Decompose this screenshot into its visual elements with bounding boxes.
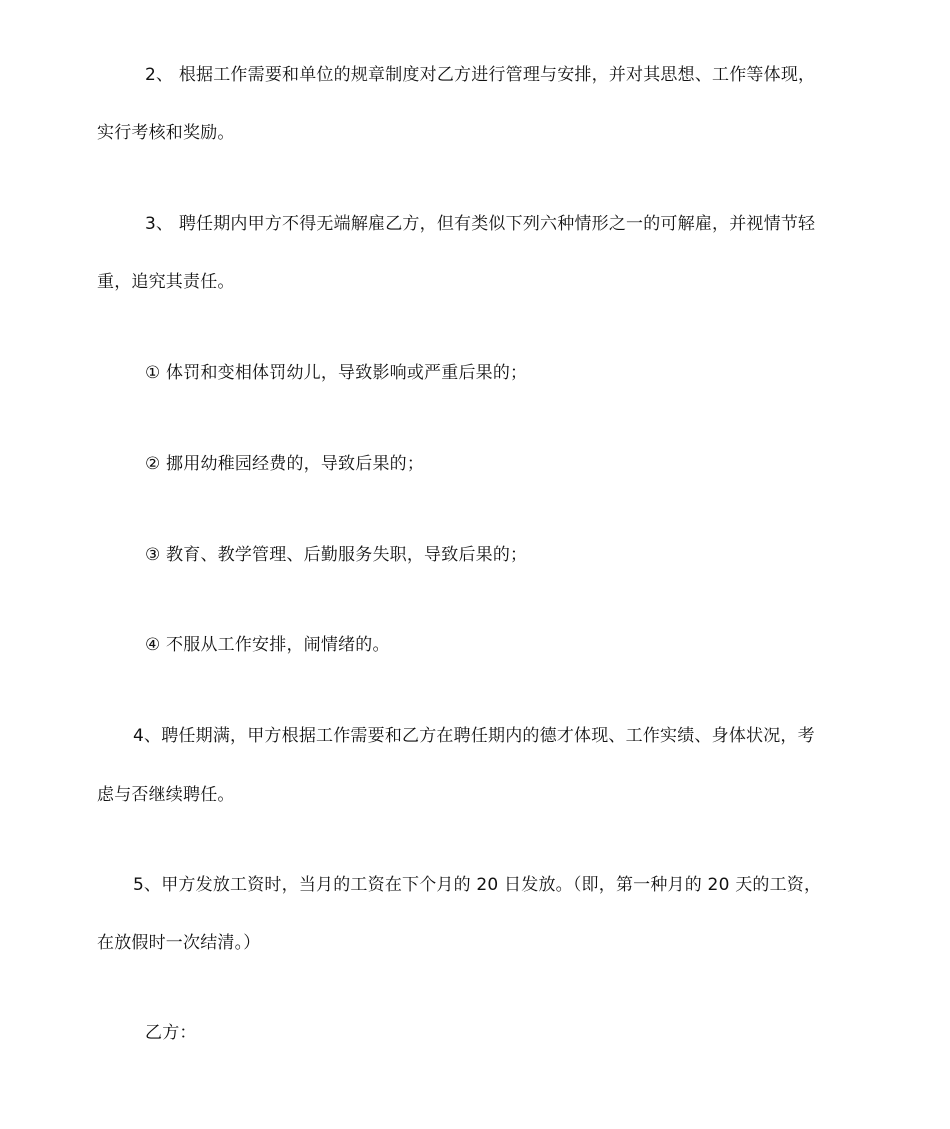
clause-2-line-2: 实行考核和奖励。 xyxy=(97,123,235,143)
dismissal-item-2: ② 挪用幼稚园经费的，导致后果的； xyxy=(145,454,425,474)
clause-4-line-1: 4、聘任期满，甲方根据工作需要和乙方在聘任期内的德才体现、工作实绩、身体状况，考 xyxy=(133,726,815,746)
clause-2-line-1: 2、 根据工作需要和单位的规章制度对乙方进行管理与安排，并对其思想、工作等体现， xyxy=(145,65,816,85)
dismissal-item-3: ③ 教育、教学管理、后勤服务失职，导致后果的； xyxy=(145,545,528,565)
party-b-label: 乙方： xyxy=(145,1023,197,1043)
clause-3-line-1: 3、 聘任期内甲方不得无端解雇乙方，但有类似下列六种情形之一的可解雇，并视情节轻 xyxy=(145,214,816,234)
dismissal-item-4: ④ 不服从工作安排，闹情绪的。 xyxy=(145,635,390,655)
dismissal-item-1: ① 体罚和变相体罚幼儿，导致影响或严重后果的； xyxy=(145,363,528,383)
clause-4-line-2: 虑与否继续聘任。 xyxy=(97,785,235,805)
clause-3-line-2: 重，追究其责任。 xyxy=(97,272,235,292)
clause-5-line-1: 5、甲方发放工资时，当月的工资在下个月的 20 日发放。（即，第一种月的 20 天的工资， xyxy=(133,875,822,895)
clause-5-line-2: 在放假时一次结清。） xyxy=(97,933,261,953)
